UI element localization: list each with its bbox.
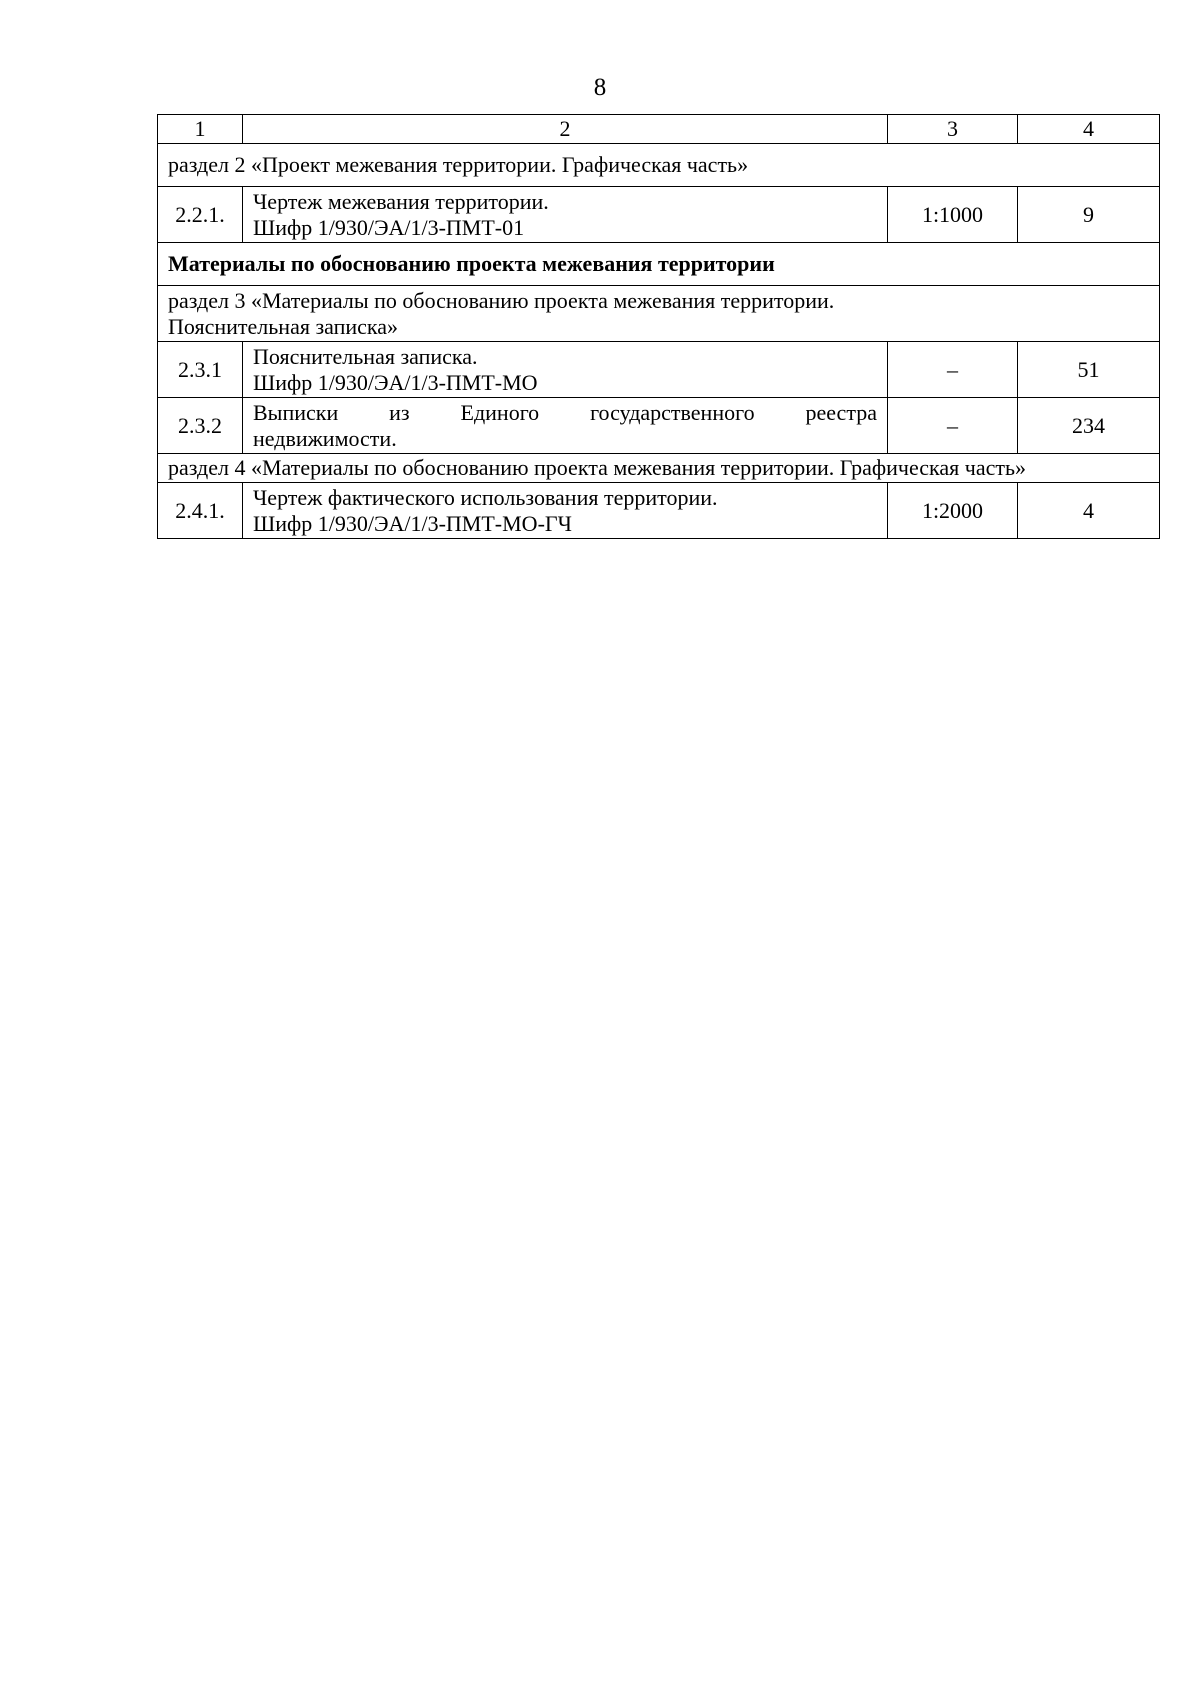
header-col-4: 4	[1018, 115, 1160, 144]
table-header-row	[158, 115, 1160, 144]
row-scale: 1:1000	[888, 187, 1018, 243]
table-row	[158, 398, 1160, 454]
row-scale: –	[888, 342, 1018, 398]
row-pages: 4	[1018, 483, 1160, 539]
row-number: 2.2.1.	[158, 187, 243, 243]
row-description	[243, 483, 888, 539]
row-description-line1: Чертеж межевания территории.	[253, 188, 549, 214]
row-description-line2: недвижимости.	[253, 425, 397, 451]
section-row-3	[158, 286, 1160, 342]
row-scale: –	[888, 398, 1018, 454]
word: государственного	[590, 399, 755, 425]
header-col-1: 1	[158, 115, 243, 144]
row-description	[243, 342, 888, 398]
word: Единого	[460, 399, 540, 425]
row-description-line1: Пояснительная записка.	[253, 343, 478, 369]
row-number: 2.3.1	[158, 342, 243, 398]
table-row	[158, 483, 1160, 539]
section-row-4	[158, 454, 1160, 483]
header-col-3: 3	[888, 115, 1018, 144]
table-row	[158, 342, 1160, 398]
header-col-2: 2	[243, 115, 888, 144]
section-3-line2: Пояснительная записка»	[168, 313, 399, 339]
documents-table	[157, 114, 1160, 539]
row-description-line2: Шифр 1/930/ЭА/1/3-ПМТ-МО-ГЧ	[253, 510, 572, 536]
section-4-title: раздел 4 «Материалы по обоснованию проекта межевания территории. Графическая часть»	[158, 454, 1160, 483]
row-description	[243, 398, 888, 454]
row-description-line2: Шифр 1/930/ЭА/1/3-ПМТ-МО	[253, 369, 538, 395]
row-pages: 51	[1018, 342, 1160, 398]
row-pages: 234	[1018, 398, 1160, 454]
row-number: 2.3.2	[158, 398, 243, 454]
word: реестра	[805, 399, 877, 425]
word: Выписки	[253, 399, 339, 425]
materials-heading-row	[158, 243, 1160, 286]
row-description-line1	[253, 400, 877, 426]
materials-heading: Материалы по обоснованию проекта межевания территории	[158, 243, 1160, 286]
row-pages: 9	[1018, 187, 1160, 243]
section-row-2	[158, 144, 1160, 187]
row-description-line2: Шифр 1/930/ЭА/1/3-ПМТ-01	[253, 214, 525, 240]
row-description-line1: Чертеж фактического использования территории.	[253, 484, 718, 510]
section-3-line1: раздел 3 «Материалы по обоснованию проекта межевания территории.	[168, 287, 835, 313]
page-number: 8	[593, 74, 607, 101]
word: из	[389, 399, 410, 425]
row-description	[243, 187, 888, 243]
table-row	[158, 187, 1160, 243]
row-number: 2.4.1.	[158, 483, 243, 539]
section-3-title	[158, 286, 1160, 342]
section-2-title: раздел 2 «Проект межевания территории. Графическая часть»	[158, 144, 1160, 187]
row-scale: 1:2000	[888, 483, 1018, 539]
